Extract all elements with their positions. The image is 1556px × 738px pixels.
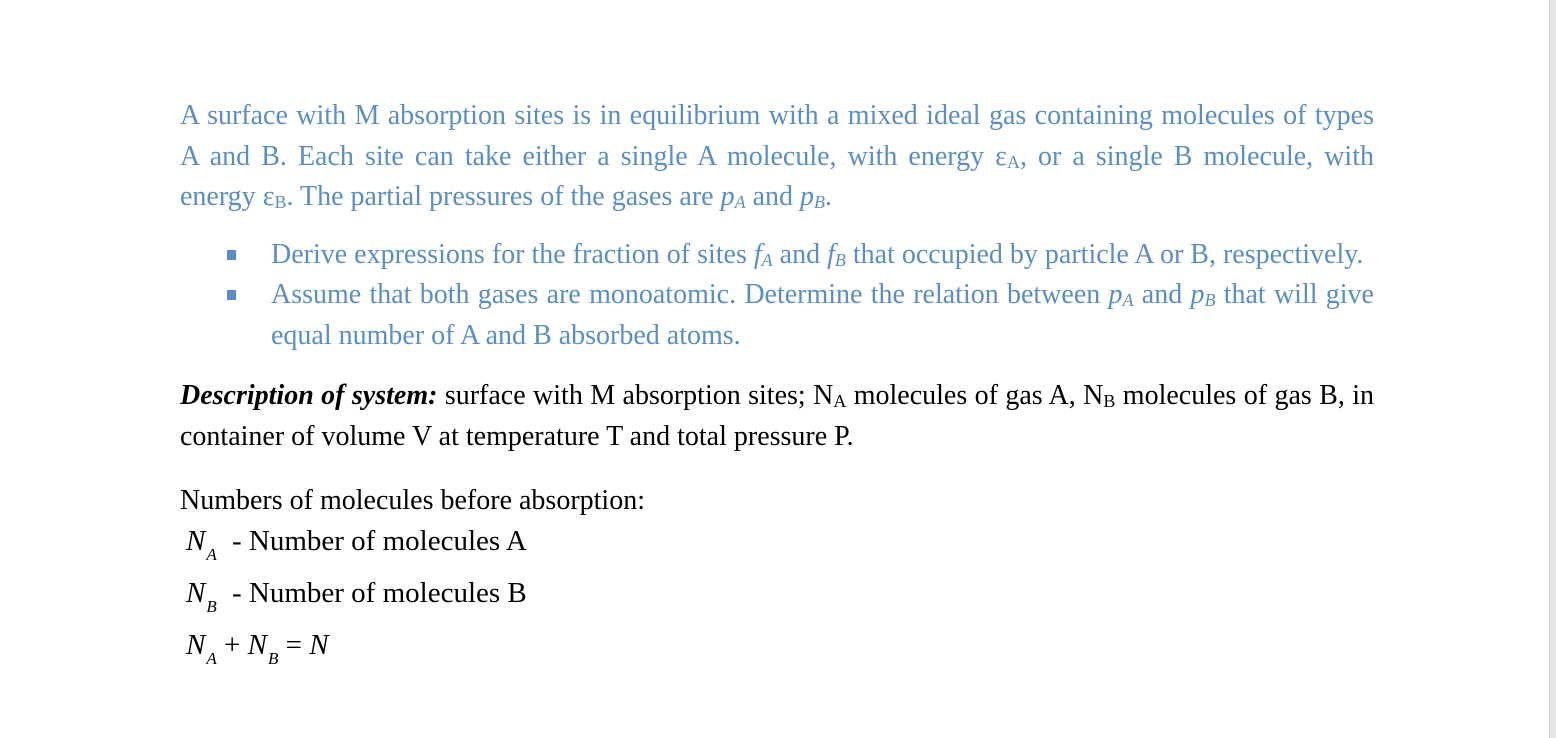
task-item: Assume that both gases are monoatomic. Determine the relation between pA and pB that will give equal number of A and B absorbed atoms. (180, 275, 1374, 356)
task-list (180, 235, 1374, 357)
equation-description: - Number of molecules A (232, 525, 527, 557)
equation-variable: $N_B$ (186, 577, 217, 616)
numbers-heading: Numbers of molecules before absorption: (180, 485, 645, 516)
square-bullet-icon (227, 250, 236, 260)
sum-equation: $N_A + N_B = N$ (186, 629, 329, 668)
task-item: Derive expressions for the fraction of sites fA and fB that occupied by particle A or B, respectively. (180, 235, 1374, 276)
equation-description: - Number of molecules B (232, 577, 527, 609)
vertical-scrollbar[interactable] (1549, 0, 1556, 738)
square-bullet-icon (227, 290, 236, 300)
problem-statement: A surface with M absorption sites is in equilibrium with a mixed ideal gas containing molecules of types A and B. Each site can take either a single A molecule, with energy εA, or a single B molecule, with energy εB. The partial pressures of the gases are pA and pB. (180, 100, 1374, 212)
equation-row (180, 523, 1374, 575)
equation-row (180, 575, 1374, 627)
document-content (180, 96, 1374, 679)
equation-variable: $N_A$ (186, 525, 217, 564)
system-description: Description of system: surface with M absorption sites; NA molecules of gas A, NB molecules of gas B, in container of volume V at temperature T and total pressure P. (180, 380, 1375, 452)
description-label: Description of system: (180, 380, 438, 411)
